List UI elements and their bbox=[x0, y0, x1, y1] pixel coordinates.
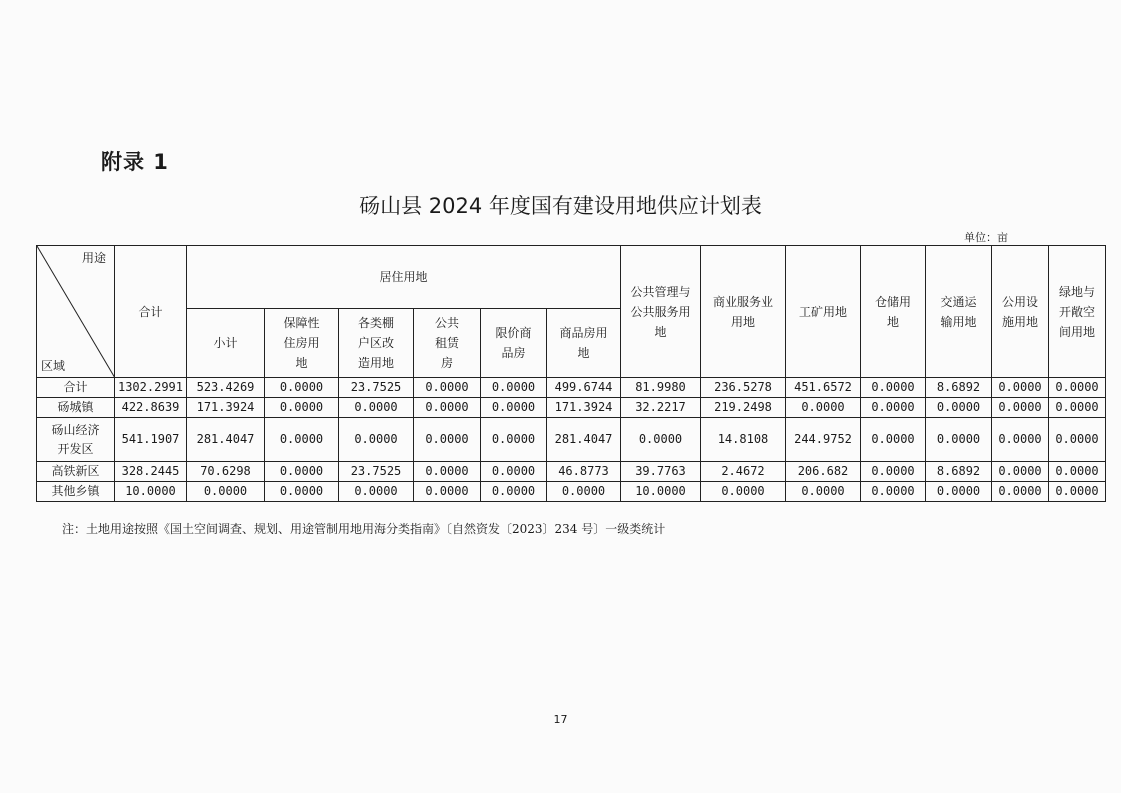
value-cell: 206.682 bbox=[786, 462, 861, 482]
value-cell: 0.0000 bbox=[414, 378, 481, 398]
value-cell: 328.2445 bbox=[115, 462, 187, 482]
header-utility: 公用设施用地 bbox=[992, 246, 1049, 378]
value-cell: 0.0000 bbox=[861, 482, 926, 502]
appendix-label: 附录 1 bbox=[101, 150, 169, 174]
header-commodity: 商品房用地 bbox=[547, 309, 621, 378]
corner-region-label: 区域 bbox=[41, 359, 66, 373]
value-cell: 0.0000 bbox=[861, 418, 926, 462]
header-price-limited: 限价商品房 bbox=[481, 309, 547, 378]
page-title: 砀山县 2024 年度国有建设用地供应计划表 bbox=[359, 194, 762, 218]
region-cell: 其他乡镇 bbox=[37, 482, 115, 502]
value-cell: 0.0000 bbox=[926, 418, 992, 462]
value-cell: 0.0000 bbox=[926, 482, 992, 502]
header-shantytown: 各类棚户区改造用地 bbox=[339, 309, 414, 378]
page-number: 17 bbox=[553, 713, 568, 726]
value-cell: 0.0000 bbox=[861, 378, 926, 398]
value-cell: 8.6892 bbox=[926, 378, 992, 398]
value-cell: 0.0000 bbox=[414, 482, 481, 502]
header-transport: 交通运输用地 bbox=[926, 246, 992, 378]
value-cell: 0.0000 bbox=[187, 482, 265, 502]
value-cell: 0.0000 bbox=[481, 418, 547, 462]
value-cell: 0.0000 bbox=[481, 378, 547, 398]
value-cell: 0.0000 bbox=[992, 398, 1049, 418]
value-cell: 8.6892 bbox=[926, 462, 992, 482]
value-cell: 523.4269 bbox=[187, 378, 265, 398]
value-cell: 0.0000 bbox=[1049, 378, 1106, 398]
value-cell: 0.0000 bbox=[926, 398, 992, 418]
value-cell: 0.0000 bbox=[265, 462, 339, 482]
value-cell: 0.0000 bbox=[414, 398, 481, 418]
value-cell: 1302.2991 bbox=[115, 378, 187, 398]
footnote: 注：土地用途按照《国土空间调查、规划、用途管制用地用海分类指南》〔自然资发〔2023〕234 号〕一级类统计 bbox=[62, 522, 666, 536]
value-cell: 0.0000 bbox=[1049, 482, 1106, 502]
value-cell: 0.0000 bbox=[861, 462, 926, 482]
unit-label: 单位：亩 bbox=[964, 231, 1008, 244]
corner-header-cell bbox=[37, 246, 115, 378]
header-green: 绿地与开敞空间用地 bbox=[1049, 246, 1106, 378]
value-cell: 14.8108 bbox=[701, 418, 786, 462]
value-cell: 2.4672 bbox=[701, 462, 786, 482]
value-cell: 0.0000 bbox=[481, 398, 547, 418]
value-cell: 10.0000 bbox=[621, 482, 701, 502]
header-industrial: 工矿用地 bbox=[786, 246, 861, 378]
value-cell: 0.0000 bbox=[265, 378, 339, 398]
header-subtotal: 小计 bbox=[187, 309, 265, 378]
value-cell: 0.0000 bbox=[414, 418, 481, 462]
value-cell: 10.0000 bbox=[115, 482, 187, 502]
value-cell: 281.4047 bbox=[547, 418, 621, 462]
value-cell: 281.4047 bbox=[187, 418, 265, 462]
region-cell: 砀城镇 bbox=[37, 398, 115, 418]
table-row bbox=[37, 462, 1106, 482]
value-cell: 0.0000 bbox=[786, 398, 861, 418]
value-cell: 0.0000 bbox=[1049, 418, 1106, 462]
value-cell: 0.0000 bbox=[701, 482, 786, 502]
value-cell: 0.0000 bbox=[339, 418, 414, 462]
region-cell: 高铁新区 bbox=[37, 462, 115, 482]
region-cell: 砀山经济开发区 bbox=[37, 418, 115, 462]
header-commercial: 商业服务业用地 bbox=[701, 246, 786, 378]
land-supply-table bbox=[36, 245, 1106, 502]
value-cell: 0.0000 bbox=[1049, 398, 1106, 418]
value-cell: 0.0000 bbox=[339, 482, 414, 502]
value-cell: 0.0000 bbox=[861, 398, 926, 418]
value-cell: 0.0000 bbox=[481, 482, 547, 502]
value-cell: 0.0000 bbox=[992, 482, 1049, 502]
value-cell: 0.0000 bbox=[265, 418, 339, 462]
value-cell: 70.6298 bbox=[187, 462, 265, 482]
value-cell: 541.1907 bbox=[115, 418, 187, 462]
table-row bbox=[37, 418, 1106, 462]
region-cell: 合计 bbox=[37, 378, 115, 398]
value-cell: 219.2498 bbox=[701, 398, 786, 418]
table-row bbox=[37, 378, 1106, 398]
header-affordable: 保障性住房用地 bbox=[265, 309, 339, 378]
value-cell: 23.7525 bbox=[339, 462, 414, 482]
value-cell: 0.0000 bbox=[992, 378, 1049, 398]
value-cell: 0.0000 bbox=[1049, 462, 1106, 482]
corner-usage-label: 用途 bbox=[81, 251, 106, 265]
value-cell: 499.6744 bbox=[547, 378, 621, 398]
header-public-rental: 公共租赁房 bbox=[414, 309, 481, 378]
table-row bbox=[37, 398, 1106, 418]
value-cell: 0.0000 bbox=[992, 418, 1049, 462]
value-cell: 0.0000 bbox=[992, 462, 1049, 482]
value-cell: 0.0000 bbox=[786, 482, 861, 502]
value-cell: 451.6572 bbox=[786, 378, 861, 398]
value-cell: 0.0000 bbox=[414, 462, 481, 482]
value-cell: 46.8773 bbox=[547, 462, 621, 482]
value-cell: 0.0000 bbox=[265, 398, 339, 418]
value-cell: 171.3924 bbox=[187, 398, 265, 418]
value-cell: 39.7763 bbox=[621, 462, 701, 482]
value-cell: 23.7525 bbox=[339, 378, 414, 398]
value-cell: 0.0000 bbox=[339, 398, 414, 418]
header-public: 公共管理与公共服务用地 bbox=[621, 246, 701, 378]
value-cell: 81.9980 bbox=[621, 378, 701, 398]
value-cell: 236.5278 bbox=[701, 378, 786, 398]
value-cell: 0.0000 bbox=[621, 418, 701, 462]
value-cell: 0.0000 bbox=[265, 482, 339, 502]
value-cell: 244.9752 bbox=[786, 418, 861, 462]
value-cell: 422.8639 bbox=[115, 398, 187, 418]
value-cell: 32.2217 bbox=[621, 398, 701, 418]
table-row bbox=[37, 482, 1106, 502]
value-cell: 171.3924 bbox=[547, 398, 621, 418]
header-total: 合计 bbox=[115, 246, 187, 378]
value-cell: 0.0000 bbox=[481, 462, 547, 482]
header-storage: 仓储用地 bbox=[861, 246, 926, 378]
value-cell: 0.0000 bbox=[547, 482, 621, 502]
header-residential: 居住用地 bbox=[187, 246, 621, 309]
